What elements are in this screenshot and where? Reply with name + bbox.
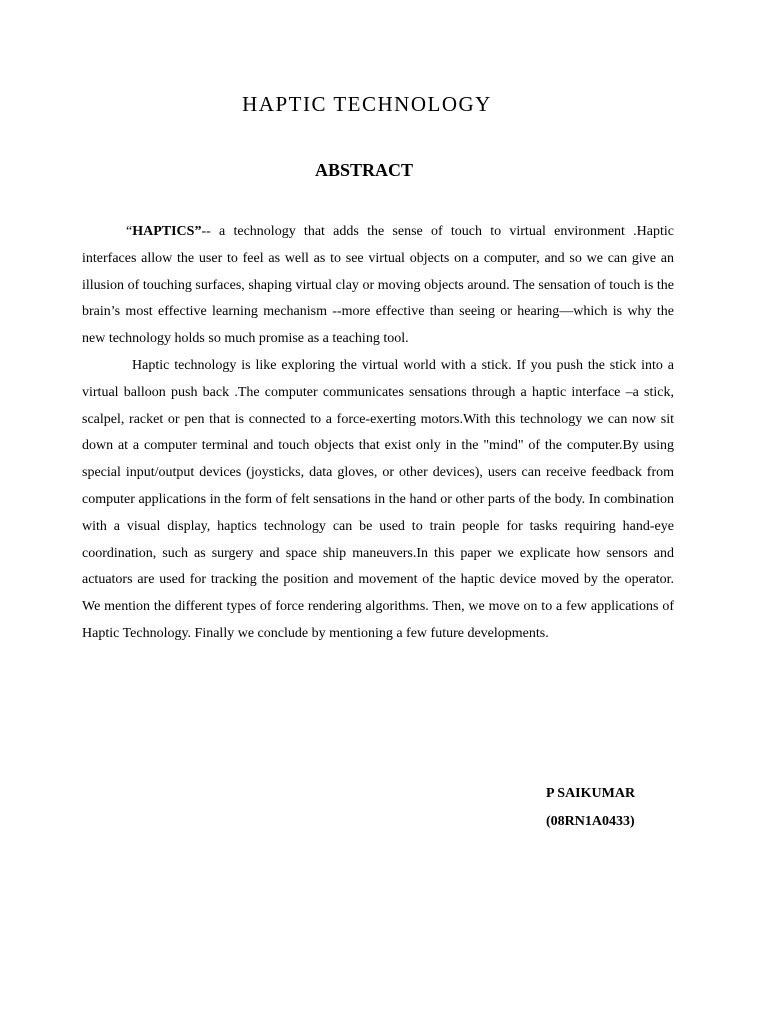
author-name: P SAIKUMAR [546,786,636,801]
abstract-paragraph-1 [82,219,674,353]
open-quote: “ [126,224,133,239]
lead-term: HAPTICS” [132,224,202,239]
document-title: HAPTIC TECHNOLOGY [242,92,492,116]
section-heading: ABSTRACT [314,160,414,180]
abstract-body [82,219,674,648]
author-id: (08RN1A0433) [546,814,635,829]
author-block [546,780,635,836]
abstract-paragraph-2: Haptic technology is like exploring the virtual world with a stick. If you push the stick into a virtual balloon push back .The computer communicates sensations through a haptic interface –a stick, scalpel, racket or pen that is connected to a force-exerting motors.With this technology we can now sit down at a computer terminal and touch objects that exist only in the "mind" of the computer.By using special input/output devices (joysticks, data gloves, or other devices), users can receive feedback from computer applications in the form of felt sensations in the hand or other parts of the body. In combination with a visual display, haptics technology can be used to train people for tasks requiring hand-eye coordination, such as surgery and space ship maneuvers.In this paper we explicate how sensors and actuators are used for tracking the position and movement of the haptic device moved by the operator. We mention the different types of force rendering algorithms. Then, we move on to a few applications of Haptic Technology. Finally we conclude by mentioning a few future developments. [82,357,674,641]
paragraph-1-text: -- a technology that adds the sense of touch to virtual environment .Haptic interfaces allow the user to feel as well as to see virtual objects on a computer, and so we can give an illusion of touching surfaces, shaping virtual clay or moving objects around. The sensation of touch is the brain’s most effective learning mechanism --more effective than seeing or hearing—which is why the new technology holds so much promise as a teaching tool. [82,224,674,347]
